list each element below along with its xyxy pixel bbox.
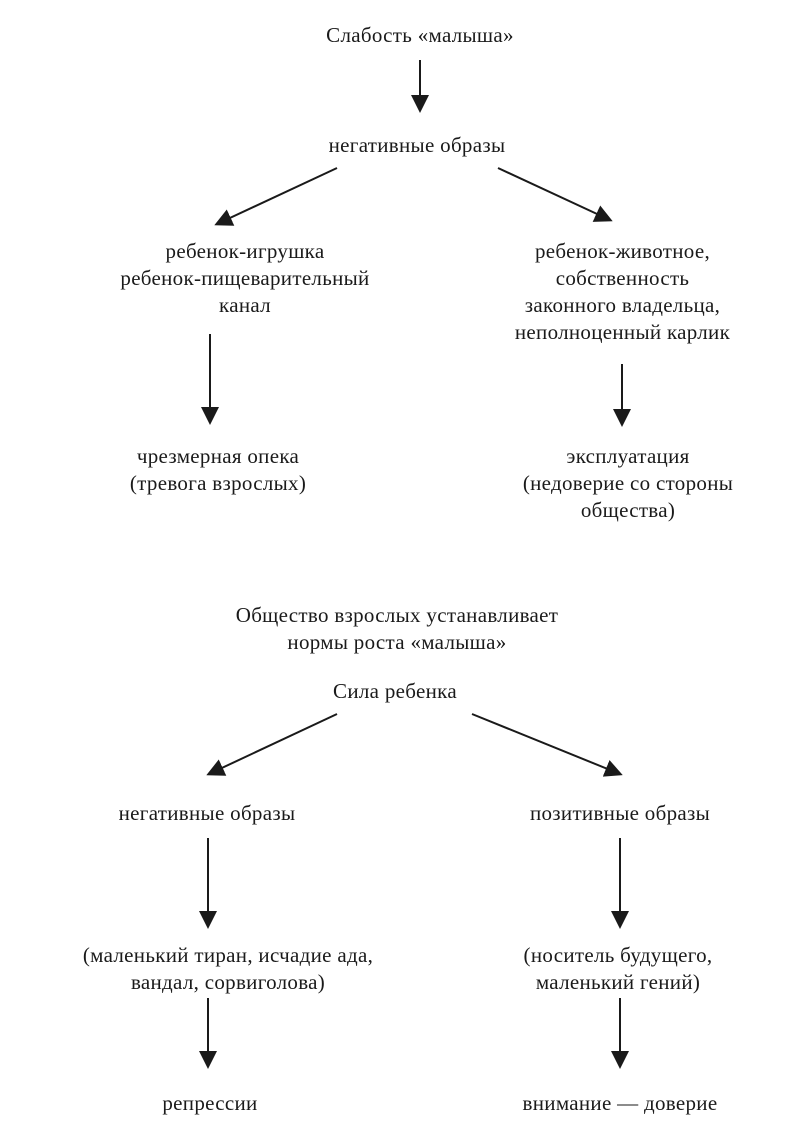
- node-top-level2: негативные образы: [328, 133, 506, 157]
- node-top-right-outcome-line: (недоверие со стороны: [522, 471, 734, 495]
- arrow-top-level2-to-right: [498, 168, 610, 220]
- node-top-root: Слабость «малыша»: [326, 23, 514, 47]
- node-bottom-left-label: негативные образы: [118, 801, 296, 825]
- node-top-left-outcome-line: чрезмерная опека: [136, 444, 300, 468]
- node-top-right-outcome-line: общества): [580, 498, 676, 522]
- node-bottom-heading: [177, 602, 617, 656]
- node-top-right-branch-line: собственность: [555, 266, 690, 290]
- node-bottom-right-outcome: внимание — доверие: [522, 1091, 718, 1115]
- node-bottom-heading-line: Общество взрослых устанавливает: [235, 603, 559, 627]
- node-top-right-outcome-line: эксплуатация: [566, 444, 690, 468]
- node-bottom-right-label: позитивные образы: [529, 801, 711, 825]
- node-top-right-branch-line: законного владельца,: [524, 293, 721, 317]
- node-bottom-right-detail-line: (носитель будущего,: [523, 943, 713, 967]
- node-top-left-outcome: [68, 443, 368, 497]
- node-top-left-branch-line: ребенок-игрушка: [165, 239, 325, 263]
- node-bottom-left-detail: [38, 942, 418, 996]
- node-bottom-root: Сила ребенка: [333, 679, 457, 703]
- node-bottom-heading-line: нормы роста «малыша»: [287, 630, 507, 654]
- arrow-top-level2-to-left: [217, 168, 337, 224]
- node-bottom-left-detail-line: (маленький тиран, исчадие ада,: [82, 943, 374, 967]
- arrow-bottom-root-to-left: [209, 714, 337, 774]
- node-top-right-branch: [450, 238, 790, 346]
- node-top-left-branch-line: ребенок-пищеварительный: [120, 266, 370, 290]
- arrow-bottom-root-to-right: [472, 714, 620, 774]
- node-top-right-branch-line: ребенок-животное,: [534, 239, 711, 263]
- node-top-left-branch-line: канал: [219, 293, 271, 317]
- node-top-right-outcome: [468, 443, 788, 524]
- node-bottom-right-detail-line: маленький гений): [535, 970, 701, 994]
- node-bottom-left-detail-line: вандал, сорвиголова): [130, 970, 326, 994]
- node-top-right-branch-line: неполноценный карлик: [514, 320, 731, 344]
- node-top-left-branch: [75, 238, 415, 319]
- node-top-left-outcome-line: (тревога взрослых): [129, 471, 307, 495]
- node-bottom-right-detail: [458, 942, 778, 996]
- node-bottom-left-outcome: репрессии: [162, 1091, 258, 1115]
